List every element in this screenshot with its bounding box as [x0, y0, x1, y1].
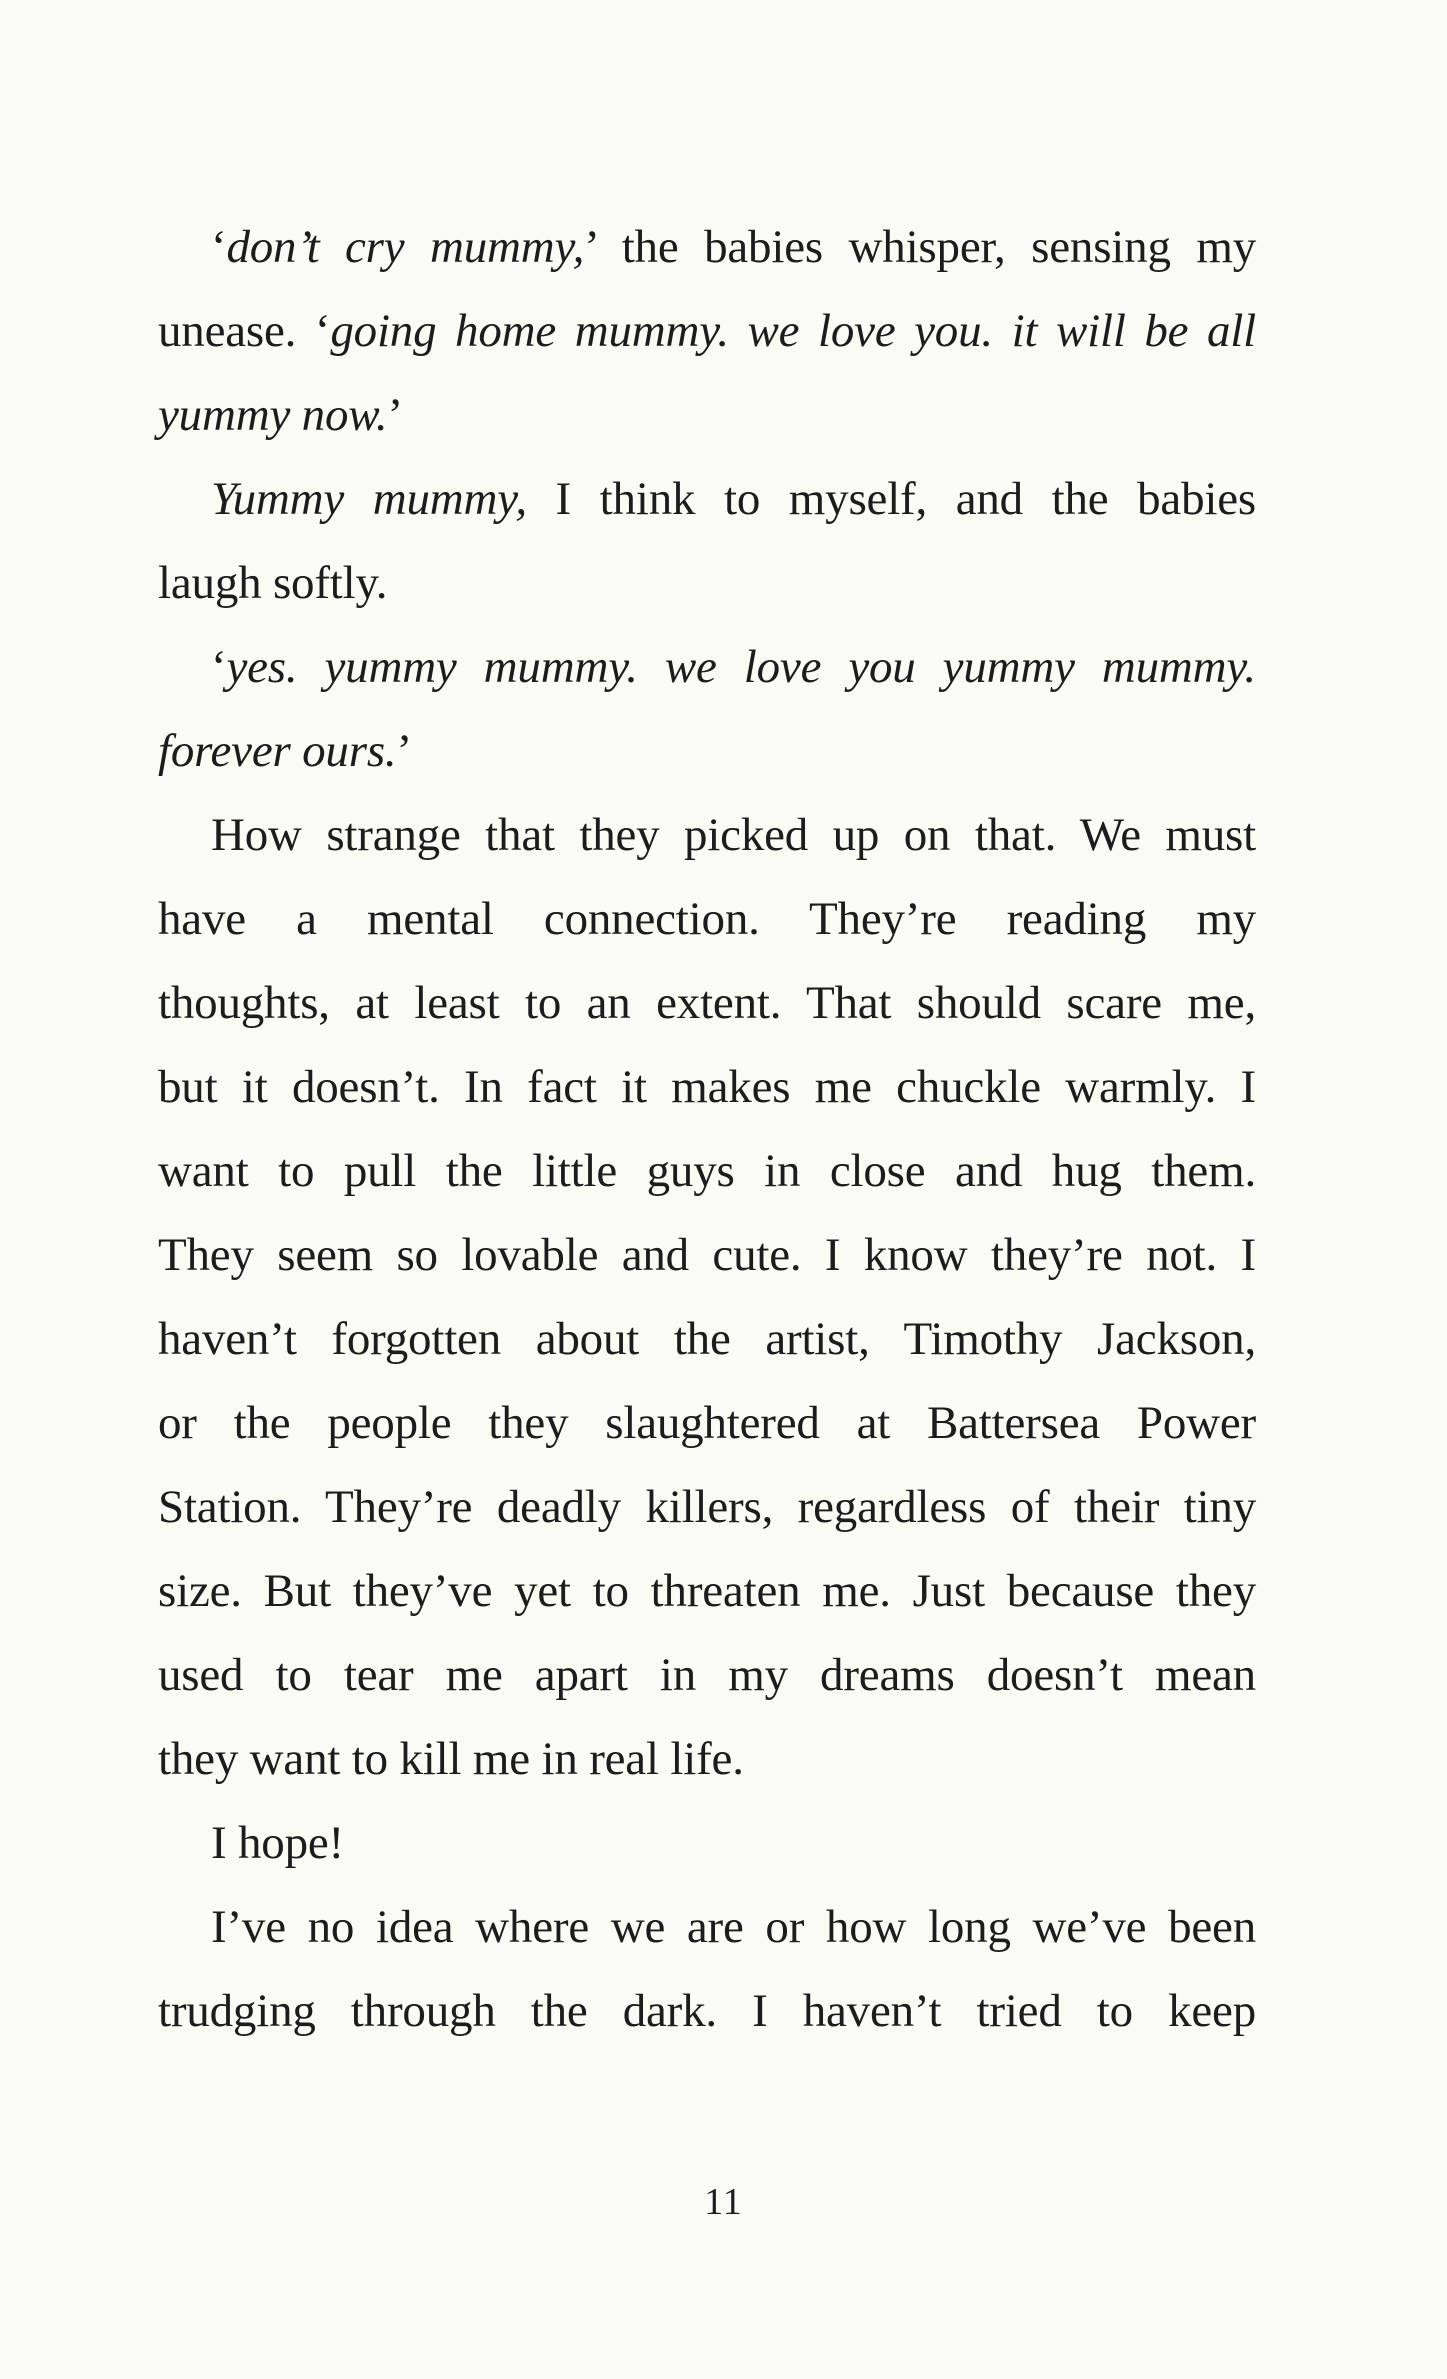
- text-line: [158, 793, 1256, 877]
- text-run: used to tear me apart in my dreams doesn’t mean: [158, 1649, 1256, 1701]
- text-run: ’ the babies whisper, sensing my: [584, 221, 1256, 273]
- text-line: [158, 457, 1256, 541]
- text-run: unease. ‘: [158, 305, 331, 357]
- text-line: [158, 1549, 1256, 1633]
- text-run: They seem so lovable and cute. I know they’re not. I: [158, 1229, 1256, 1281]
- text-run: trudging through the dark. I haven’t tried to keep: [158, 1985, 1256, 2037]
- text-line: [158, 1129, 1256, 1213]
- text-run: I’ve no idea where we are or how long we’ve been: [211, 1901, 1256, 1953]
- text-run: ‘: [211, 221, 227, 273]
- text-run: they want to kill me in real life.: [158, 1733, 744, 1785]
- text-run: I think to myself, and the babies: [526, 473, 1257, 525]
- text-run: Station. They’re deadly killers, regardless of their tiny: [158, 1481, 1256, 1533]
- text-line: [158, 289, 1256, 373]
- text-line: [158, 1297, 1256, 1381]
- text-run: or the people they slaughtered at Battersea Power: [158, 1397, 1256, 1449]
- text-line: [158, 1381, 1256, 1465]
- text-run: thoughts, at least to an extent. That should scare me,: [158, 977, 1256, 1029]
- italic-text: forever ours.: [158, 725, 397, 777]
- italic-text: yes. yummy mummy. we love you yummy mummy.: [226, 641, 1256, 693]
- text-run: haven’t forgotten about the artist, Timothy Jackson,: [158, 1313, 1256, 1365]
- text-line: [158, 1885, 1256, 1969]
- page-number: 11: [704, 2181, 743, 2223]
- text-run: I hope!: [211, 1817, 345, 1869]
- italic-text: going home mummy. we love you. it will be all: [330, 305, 1256, 357]
- text-line: [158, 1465, 1256, 1549]
- text-line: [158, 1633, 1256, 1717]
- text-line: [158, 1213, 1256, 1297]
- text-run: laugh softly.: [158, 557, 388, 609]
- text-line: [158, 625, 1256, 709]
- text-line: [158, 373, 1256, 457]
- text-run: ’: [396, 725, 412, 777]
- text-line: [158, 709, 1256, 793]
- text-run: ‘: [211, 641, 227, 693]
- text-run: have a mental connection. They’re reading my: [158, 893, 1256, 945]
- text-run: How strange that they picked up on that. We must: [211, 809, 1256, 861]
- italic-text: yummy now.: [158, 389, 388, 441]
- body-text: [158, 205, 1256, 2053]
- text-line: [158, 1969, 1256, 2053]
- text-run: want to pull the little guys in close and hug them.: [158, 1145, 1256, 1197]
- text-line: [158, 1717, 1256, 1801]
- italic-text: don’t cry mummy,: [226, 221, 585, 273]
- text-run: but it doesn’t. In fact it makes me chuckle warmly. I: [158, 1061, 1256, 1113]
- text-run: size. But they’ve yet to threaten me. Just because they: [158, 1565, 1256, 1617]
- text-line: [158, 877, 1256, 961]
- text-line: [158, 961, 1256, 1045]
- text-line: [158, 1801, 1256, 1885]
- text-line: [158, 205, 1256, 289]
- text-line: [158, 541, 1256, 625]
- text-run: ’: [387, 389, 403, 441]
- italic-text: Yummy mummy,: [211, 473, 527, 525]
- text-line: [158, 1045, 1256, 1129]
